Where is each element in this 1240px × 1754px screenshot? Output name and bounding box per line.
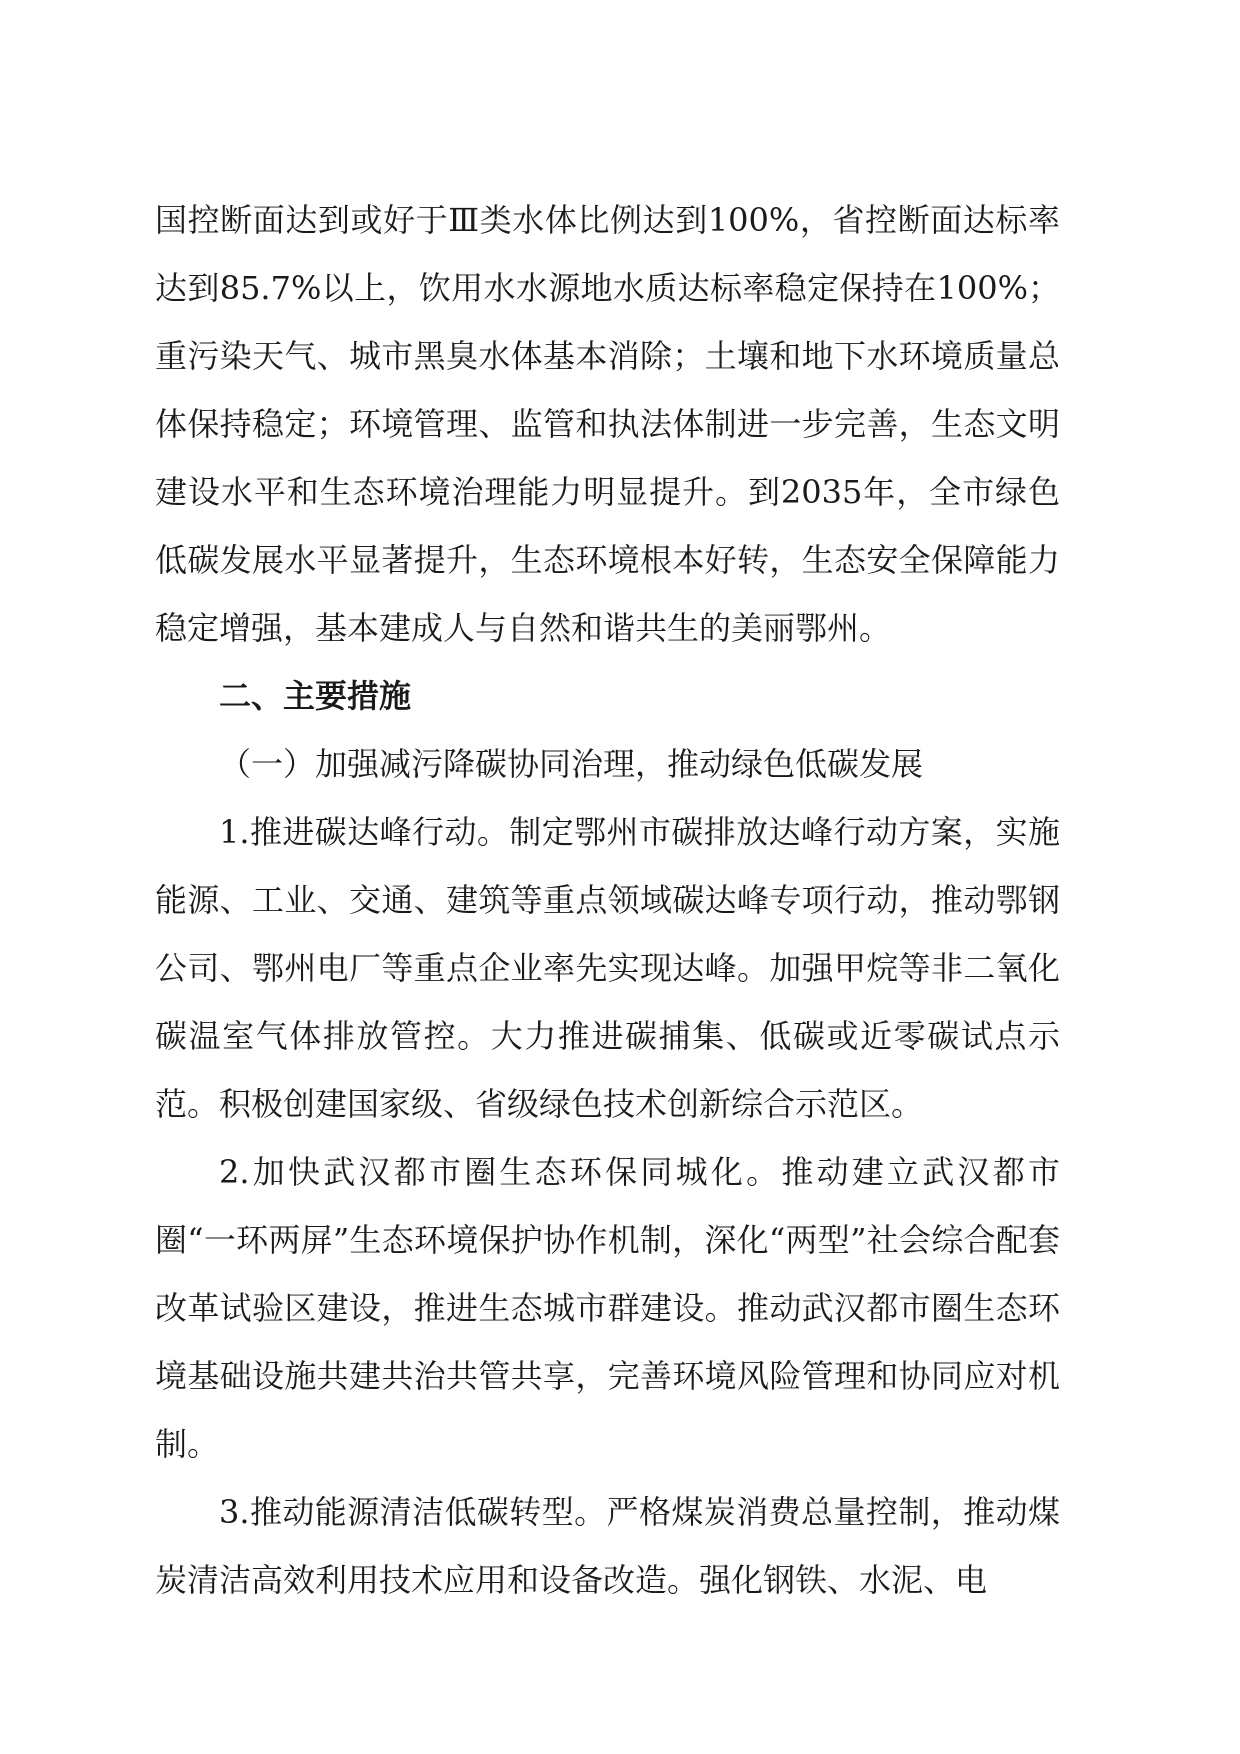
section-heading-main-measures: 二、主要措施 — [219, 677, 412, 715]
subsection-heading-1: （一）加强减污降碳协同治理，推动绿色低碳发展 — [219, 745, 924, 783]
paragraph-item-3: 3.推动能源清洁低碳转型。严格煤炭消费总量控制，推动煤炭清洁高效利用技术应用和设备改造。强化钢铁、水泥、电 — [155, 1493, 1060, 1599]
document-body — [155, 186, 1060, 1614]
paragraph-targets: 国控断面达到或好于Ⅲ类水体比例达到100%，省控断面达标率达到85.7%以上，饮用水水源地水质达标率稳定保持在100%；重污染天气、城市黑臭水体基本消除；土壤和地下水环境质量总体保持稳定；环境管理、监管和执法体制进一步完善，生态文明建设水平和生态环境治理能力明显提升。到2035年，全市绿色低碳发展水平显著提升，生态环境根本好转，生态安全保障能力稳定增强，基本建成人与自然和谐共生的美丽鄂州。 — [155, 201, 1060, 647]
paragraph-item-2: 2.加快武汉都市圈生态环保同城化。推动建立武汉都市圈“一环两屏”生态环境保护协作机制，深化“两型”社会综合配套改革试验区建设，推进生态城市群建设。推动武汉都市圈生态环境基础设施共建共治共管共享，完善环境风险管理和协同应对机制。 — [155, 1153, 1060, 1463]
paragraph-item-1: 1.推进碳达峰行动。制定鄂州市碳排放达峰行动方案，实施能源、工业、交通、建筑等重点领域碳达峰专项行动，推动鄂钢公司、鄂州电厂等重点企业率先实现达峰。加强甲烷等非二氧化碳温室气体排放管控。大力推进碳捕集、低碳或近零碳试点示范。积极创建国家级、省级绿色技术创新综合示范区。 — [155, 813, 1060, 1123]
